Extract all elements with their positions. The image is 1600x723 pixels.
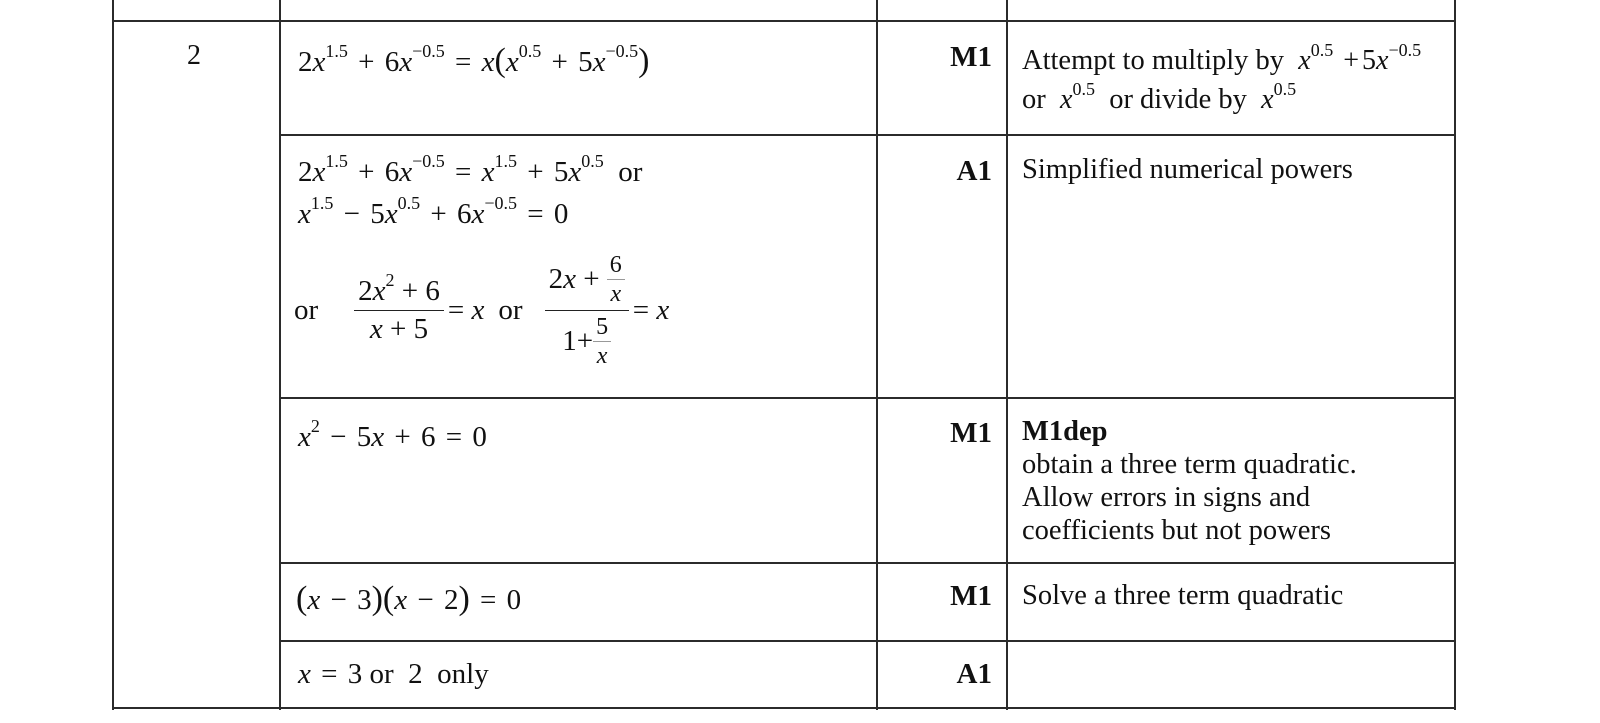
table-divider-col1 — [279, 0, 281, 710]
guidance-heading: M1dep — [1022, 416, 1108, 447]
mark-row-4: M1 — [950, 580, 992, 612]
working-row-5: x = 3 or 2 only — [298, 658, 489, 690]
only-word: only — [437, 658, 489, 690]
working-row-1: $2x^{1.5} + 6x^{-0.5} = x(x^{0.5} + 5x^{-0.5})$ — [298, 41, 650, 79]
guidance-row-4: Solve a three term quadratic — [1022, 580, 1344, 611]
fraction-2: 2 x + $\frac{6}{x}$ 1+ $\frac{5}{x}$ — [545, 253, 629, 368]
table-row-border — [112, 20, 1456, 22]
guidance-text: or — [1022, 84, 1046, 115]
or-word: or — [498, 293, 523, 326]
working-row-3: $x^2 - 5x + 6 = 0$ — [298, 416, 487, 453]
guidance-row-1: Attempt to multiply by $x^{0.5} + 5x^{-0.5}$ or $x^{0.5}$ or divide by $x^{0.5}$ — [1022, 39, 1422, 115]
table-border-right — [1454, 0, 1456, 710]
guidance-text: or divide by — [1109, 84, 1247, 115]
table-row-border — [279, 562, 1456, 564]
or-word: or — [294, 293, 319, 326]
table-divider-col3 — [1006, 0, 1008, 710]
guidance-line: Allow errors in signs and — [1022, 482, 1311, 513]
fraction-1: $\frac{2x^2 + 6}{x + 5}$ — [354, 277, 444, 344]
or-word: or — [369, 658, 394, 690]
guidance-row-2: Simplified numerical powers — [1022, 154, 1353, 185]
table-row-border — [279, 397, 1456, 399]
or-word: or — [618, 156, 643, 188]
guidance-text: Attempt to multiply by — [1022, 45, 1285, 76]
mark-row-2: A1 — [956, 155, 992, 187]
guidance-line: coefficients but not powers — [1022, 515, 1331, 546]
table-row-border — [279, 134, 1456, 136]
table-row-border — [279, 640, 1456, 642]
table-border-left — [112, 0, 114, 710]
question-number: 2 — [187, 40, 201, 71]
working-row-4: (x − 3)(x − 2) = 0 — [296, 580, 522, 617]
mark-row-5: A1 — [956, 658, 992, 690]
table-row-border — [112, 707, 1456, 709]
mark-row-3: M1 — [950, 417, 992, 449]
working-row-2-line-2: $x^{1.5} - 5x^{0.5} + 6x^{-0.5} = 0$ — [298, 193, 569, 230]
working-row-2-line-1: $2x^{1.5} + 6x^{-0.5} = x^{1.5} + 5x^{0.5}$ or — [298, 151, 643, 188]
working-row-2-line-3: or $\frac{2x^2 + 6}{x + 5}$ = x or 2 x + $\frac{6}{x}$ 1+ $\frac{5}{x}$ = x — [294, 251, 670, 369]
mark-row-1: M1 — [950, 41, 992, 73]
table-divider-col2 — [876, 0, 878, 710]
guidance-line: obtain a three term quadratic. — [1022, 449, 1357, 480]
guidance-row-3 — [1022, 415, 1357, 547]
